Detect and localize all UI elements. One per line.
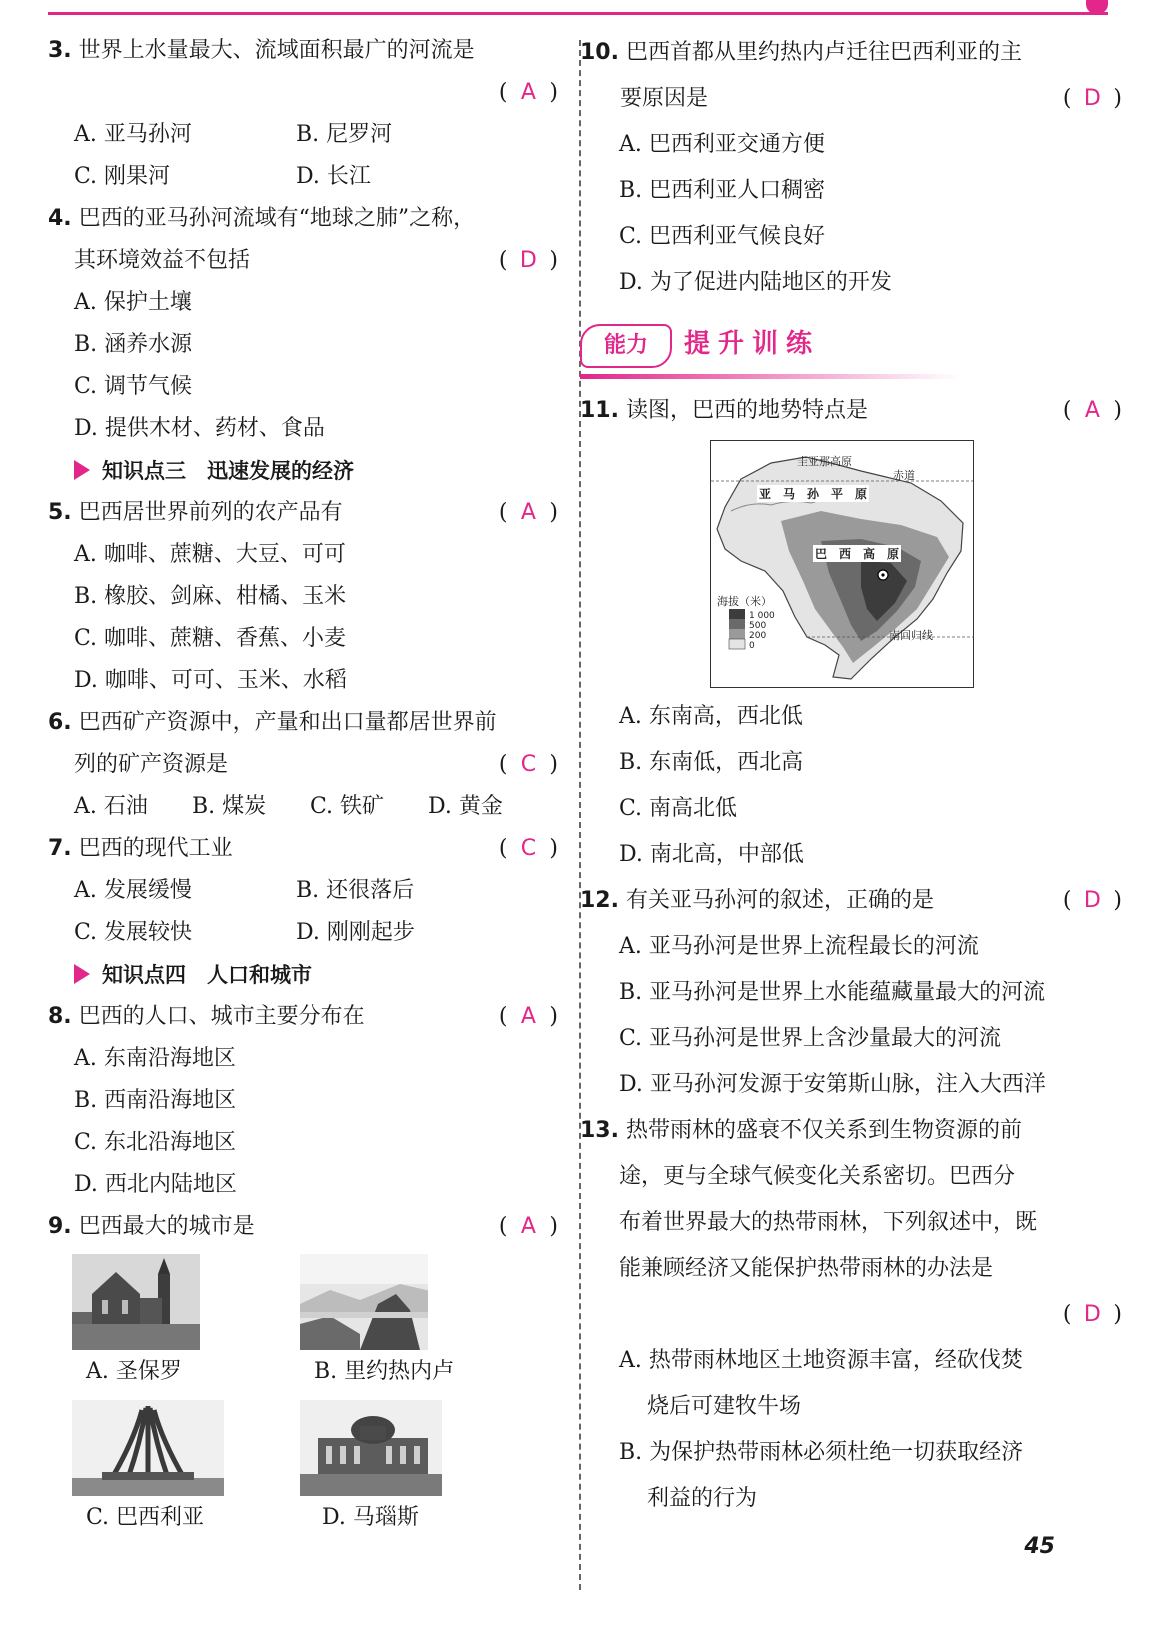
banner-title: 提升训练 <box>684 329 821 359</box>
answer-3: ( A ) <box>498 80 558 105</box>
question-6-options: A. 石油 B. 煤炭 C. 铁矿 D. 黄金 <box>74 794 503 819</box>
option: D. 西北内陆地区 <box>74 1172 237 1197</box>
option: B. 东南低，西北高 <box>619 750 804 775</box>
option: A. 亚马孙河是世界上流程最长的河流 <box>619 934 979 959</box>
question-11-stem: 11. 读图，巴西的地势特点是 ( A ) <box>580 388 1120 434</box>
map-label-equator: 赤道 <box>893 469 915 482</box>
map-label-amazon: 亚 马 孙 平 原 <box>759 487 868 501</box>
option: B. 西南沿海地区 <box>74 1088 237 1113</box>
rio-de-janeiro-photo <box>300 1254 428 1350</box>
map-legend-title: 海拔（米） <box>717 595 772 608</box>
banner-badge: 能力 <box>580 324 672 368</box>
answer-12: ( D ) <box>1062 888 1122 913</box>
ability-training-banner <box>580 318 1120 388</box>
question-5-stem: 5. 巴西居世界前列的农产品有 ( A ) <box>48 492 568 534</box>
map-label-guiana: 圭亚那高原 <box>797 455 852 468</box>
photo-caption: C. 巴西利亚 <box>86 1505 205 1530</box>
photo-caption: B. 里约热内卢 <box>314 1359 455 1384</box>
answer-9: ( A ) <box>498 1214 558 1239</box>
option: A. 热带雨林地区土地资源丰富，经砍伐焚 <box>619 1348 1023 1373</box>
question-3-options: A. 亚马孙河 B. 尼罗河 <box>74 122 393 147</box>
section-heading-3: 知识点三 迅速发展的经济 <box>48 450 568 492</box>
triangle-marker-icon <box>74 964 90 984</box>
brazil-terrain-map <box>710 440 974 688</box>
answer-4: ( D ) <box>498 248 558 273</box>
answer-8: ( A ) <box>498 1004 558 1029</box>
answer-6: ( C ) <box>498 752 558 777</box>
option: B. 巴西利亚人口稠密 <box>619 178 826 203</box>
question-9-stem: 9. 巴西最大的城市是 ( A ) <box>48 1206 568 1248</box>
banner-underline <box>580 374 960 379</box>
option: A. 咖啡、蔗糖、大豆、可可 <box>74 542 346 567</box>
question-3-stem: 3. 世界上水量最大、流域面积最广的河流是 <box>48 38 475 63</box>
question-13-stem: 13. 热带雨林的盛衰不仅关系到生物资源的前 <box>580 1118 1022 1143</box>
answer-13: ( D ) <box>1062 1302 1122 1327</box>
option: D. 南北高，中部低 <box>619 842 804 867</box>
option: D. 咖啡、可可、玉米、水稻 <box>74 668 347 693</box>
option: D. 为了促进内陆地区的开发 <box>619 270 892 295</box>
city-photos <box>48 1254 568 1540</box>
photo-caption: A. 圣保罗 <box>86 1359 182 1384</box>
question-7-stem: 7. 巴西的现代工业 ( C ) <box>48 828 568 870</box>
option: B. 涵养水源 <box>74 332 193 357</box>
brasilia-cathedral-photo <box>72 1400 224 1496</box>
question-12-stem: 12. 有关亚马孙河的叙述，正确的是 ( D ) <box>580 878 1120 924</box>
question-6-stem: 6. 巴西矿产资源中，产量和出口量都居世界前 <box>48 710 497 735</box>
map-legend-values: 1 000 500 200 0 <box>749 611 775 651</box>
photo-caption: D. 马瑙斯 <box>322 1505 419 1530</box>
option: A. 东南沿海地区 <box>74 1046 236 1071</box>
option: B. 亚马孙河是世界上水能蕴藏量最大的河流 <box>619 980 1046 1005</box>
section-heading-4: 知识点四 人口和城市 <box>48 954 568 996</box>
answer-5: ( A ) <box>498 500 558 525</box>
option: C. 亚马孙河是世界上含沙量最大的河流 <box>619 1026 1002 1051</box>
answer-7: ( C ) <box>498 836 558 861</box>
option: A. 保护土壤 <box>74 290 192 315</box>
option: C. 东北沿海地区 <box>74 1130 237 1155</box>
question-8-stem: 8. 巴西的人口、城市主要分布在 ( A ) <box>48 996 568 1038</box>
option: D. 提供木材、药材、食品 <box>74 416 325 441</box>
answer-10: ( D ) <box>1062 86 1122 111</box>
triangle-marker-icon <box>74 460 90 480</box>
manaus-theatre-photo <box>300 1400 442 1496</box>
column-divider <box>579 40 581 1590</box>
option: B. 为保护热带雨林必须杜绝一切获取经济 <box>619 1440 1024 1465</box>
answer-11: ( A ) <box>1062 398 1122 423</box>
option: A. 巴西利亚交通方便 <box>619 132 825 157</box>
header-rule <box>48 0 1108 15</box>
option: C. 咖啡、蔗糖、香蕉、小麦 <box>74 626 347 651</box>
option: D. 亚马孙河发源于安第斯山脉，注入大西洋 <box>619 1072 1046 1097</box>
question-4-stem: 4. 巴西的亚马孙河流域有“地球之肺”之称， <box>48 206 476 231</box>
page-number: 45 <box>1024 1534 1055 1559</box>
map-label-brazil-plateau: 巴 西 高 原 <box>815 547 900 561</box>
option: B. 橡胶、剑麻、柑橘、玉米 <box>74 584 347 609</box>
option: C. 南高北低 <box>619 796 738 821</box>
right-column: 10. 巴西首都从里约热内卢迁往巴西利亚的主 要原因是 ( D ) A. 巴西利亚交通方便 B. 巴西利亚人口稠密 C. 巴西利亚气候良好 D. 为了促进内陆地区的开发 能力 提升训练 11. 读图，巴西的地势特点是 ( A ) 圭亚那高原 赤道 亚 马 孙 平 原 巴 西 高 原 海拔（米） 1 000 500 200 0 南回归线 A. 东南高，西北低 B. 东南低，西北高 C. 南高北低 D. 南北高，中部低 12. 有关亚马孙河的叙述，正确的是 ( D ) A. 亚马孙河是世界上流程最长的河流 B. 亚马孙河是世界上水能蕴藏量最大的河流 C. 亚马孙河是世界上含沙量最大的河流 D. 亚马孙河发源于安第斯山脉，注入大西洋 13. 热带雨林的盛衰不仅关系到生物资源的前 途，更与全球气候变化关系密切。巴西分 布着世界最大的热带雨林，下列叙述中，既 能兼顾经济又能保护热带雨林的办法是 ( D ) A. 热带雨林地区土地资源丰富，经砍伐焚 烧后可建牧牛场 B. 为保护热带雨林必须杜绝一切获取经济 利益的行为 <box>605 30 1120 1522</box>
left-column: 3. 世界上水量最大、流域面积最广的河流是 ( A ) A. 亚马孙河 B. 尼罗河 C. 刚果河 D. 长江 4. 巴西的亚马孙河流域有“地球之肺”之称， 其环境效益不包括 ( D ) A. 保护土壤 B. 涵养水源 C. 调节气候 D. 提供木材、药材、食品 知识点三 迅速发展的经济 5. 巴西居世界前列的农产品有 ( A ) A. 咖啡、蔗糖、大豆、可可 B. 橡胶、剑麻、柑橘、玉米 C. 咖啡、蔗糖、香蕉、小麦 D. 咖啡、可可、玉米、水稻 6. 巴西矿产资源中，产量和出口量都居世界前 列的矿产资源是 ( C ) A. 石油 B. 煤炭 C. 铁矿 D. 黄金 7. 巴西的现代工业 ( C ) A. 发展缓慢 B. 还很落后 C. 发展较快 D. 刚刚起步 知识点四 人口和城市 8. 巴西的人口、城市主要分布在 ( A ) A. 东南沿海地区 B. 西南沿海地区 C. 东北沿海地区 D. 西北内陆地区 9. 巴西最大的城市是 ( A ) A. 圣保罗 B. 里约热内卢 C. 巴西利亚 D. 马瑙斯 <box>48 30 568 1540</box>
sao-paulo-cathedral-photo <box>72 1254 200 1350</box>
map-label-tropic: 南回归线 <box>889 629 933 642</box>
option: C. 巴西利亚气候良好 <box>619 224 826 249</box>
option: C. 调节气候 <box>74 374 193 399</box>
option: A. 东南高，西北低 <box>619 704 803 729</box>
question-10-stem: 10. 巴西首都从里约热内卢迁往巴西利亚的主 <box>580 40 1022 65</box>
